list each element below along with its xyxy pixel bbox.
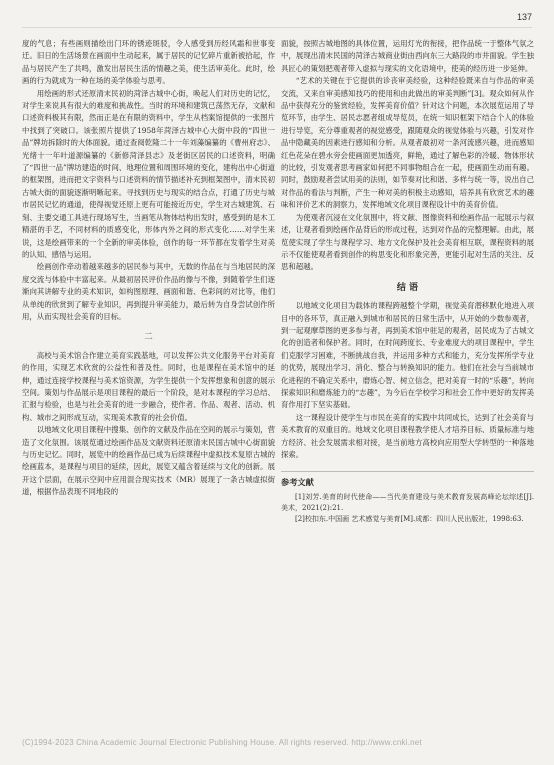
page-number: 137 (516, 12, 532, 22)
body-paragraph: 度的气息；有些画则描绘出门环的锈迹斑驳，令人感受到历经风霜和世事变迁。旧日的生活场景在画面中生动起来，属于居民的记忆碎片重新被拾起，作品与居民产生了共鸣，激发出居民生活的情趣之美，使生活审美化。此时，绘画的行为就成为一种在场的美学体验与思考。 (22, 39, 275, 86)
body-paragraph: 绘画创作牵动着越来越多的居民参与其中，无数的作品在与当地居民的深度交流与体验中丰富起来。从最初居民评价作品的像与不像，到随着学生们逐渐向其讲解专业的美术知识，如构图原理、画面和谐、色彩间的对比等，他们从单纯的欣赏到了解专业知识，再到提升审美能力，最后转为自身尝试创作所用，从而实现社会美育的目标。 (22, 262, 275, 321)
body-paragraph: 用绘画的形式还原清末民初的菏泽古城中心街，唤起人们对历史的记忆，对学生来说具有很大的难度和挑战性。当时的环境和建筑已荡然无存，文献和口述资料极其有限，然而正是在有限的资料中，学生从档案馆提供的一张图片中找到了突破口。该张照片提供了1958年菏泽古城中心大街中段的“四世一品”牌坊拆除时的大体面貌。通过查阅乾隆二十一年刘藻编纂的《曹州府志》、光绪十一年叶道源编纂的《新修菏泽县志》及老街区居民的口述资料，明确了“四世一品”牌坊建造的时间、地理位置和周围环境的变化，建构出中心街道的框架图，进而把文字资料与口述资料的情节描述补充到框架图中，清末民初古城大街的面貌逐渐明晰起来。寻找到历史与现实的结合点，打通了历史与城市居民记忆的通道，使得视觉还原上更有可能接近历史，学生对古城建筑、石刻、主要交通工具进行现场写生，当画笔从物体结构出发时，感受到的是木工精湛的手艺，不同材料的质感变化，形体内外之间的形式变化……对学生来说，这是绘画带来的一个全新的审美体验，创作的每一环节都在发着学生对美的认知、感悟与运用。 (22, 88, 275, 259)
references-title: 参考文献 (281, 477, 314, 488)
left-column (22, 38, 275, 499)
body-paragraph: 面貌，按照古城地图的具体位置，运用灯光的衔接，把作品统一于整体气氛之中，展现出清末民国的菏泽古城商业街由西向东三大路段的市井面貌。学生独具匠心的策划把观者带入虚拟与现实的文化语境中，使美的经历进一步延伸。 (281, 39, 534, 73)
right-column (281, 38, 534, 525)
section-heading: 二 (144, 332, 153, 343)
body-paragraph: 这一课程设计使学生与市民在美育的实践中共同成长，达到了社会美育与美术教育的双重目的。地域文化项目课程教学使人才培养目标、质量标准与地方经济、社会发展需求相对接，是当前地方高校向应用型大学转型的一种落地探索。 (281, 412, 534, 459)
reference-item: [1]刘芳.美育的时代使命——当代美育建设与美术教育发展高峰论坛综述[J].美术，2021(2):21. (281, 492, 534, 512)
reference-item: [2]校扣东.中国画 艺术感觉与美育[M].成都：四川人民出版社，1998:63. (295, 514, 524, 523)
header-rule (22, 27, 532, 28)
conclusion-heading: 结 语 (396, 282, 419, 293)
references-rule (281, 471, 534, 472)
body-paragraph: 为使观者沉浸在文化氛围中，将文献、图像资料和绘画作品一起展示与叙述，让观者看到绘画作品背后的形成过程，达到对作品的完整理解。由此，展览使实现了学生与课程学习、地方文化保护及社会美育相互联，课程资料的展示不仅能使观者看到创作的构思变化和形象完善，更能引起对生活的关注、反思和超越。 (281, 212, 534, 272)
body-paragraph: 高校与美术馆合作建立美育实践基地，可以发挥公共文化服务平台对美育的作用，实现艺术欣赏的公益性和普及性。同时，也是课程在美术馆中的延伸，通过连接学校课程与美术馆资源，为学生提供一个发挥想象和创意的展示空间。策划与作品展示是项目课程的最后一个阶段，是对本课程的学习总结、汇报与检验，也是与社会美育的进一步融合，使作者、作品、观者、活动、机构、城市之间形成互动，实现美术教育的社会价值。 (22, 350, 275, 422)
body-paragraph: 以地域文化项目为载体的课程跨越整个学期，视觉美育潜移默化地进入项目中的各环节，真正融入到城市和居民的日常生活中，从开始的少数参观者，到一起观摩草图的更多参与者，再到美术馆中驻足的观者，居民成为了古城文化的创造者和保护者。同时，在时间跨度长、专业难度大的项目课程中，学生们克服学习困难，不断挑战自我，并运用多种方式和能力，充分发挥所学专业的优势，展现出学习、消化、整合与转换知识的能力。他们在社会与当前城市化进程的不确定关系中，磨炼心智、树立信念，把对美育一时的“乐趣”，转向探索知识和磨炼能力的“志趣”，为今后在学校学习和社会工作中更好的发挥美育作用打下坚实基础。 (281, 301, 534, 410)
copyright-watermark: (C)1994-2023 China Academic Journal Electronic Publishing House. All rights reserved. http://www.cnki.net (22, 738, 422, 747)
body-paragraph: “艺术的关键在于它提供的诊丧审美经验，这种经验既来自与作品的审美交流，又来自审美感知技巧的使用和由此做出的审美判断”[3]。观众如何从作品中获得充分的鉴赏经验，发挥美育价值？针对这个问题，本次展览运用了导览环节，由学生、居民志愿者组成导览员，在统一知识框架下结合个人的体验进行导览，充分尊重观者的视觉感受，跟随观众的视觉体验与兴趣，引发对作品中隐藏美的因素进行感知和分析。从观者最初对一条河流感兴趣，进而感知红色花朵在碧水旁会使画面更加透亮，鲜艳，通过了解色彩的冷暖、物体形状的比较，引发观者思考画家如何把不同事物组合在一起，使画面生动而有趣。同时，鼓励观者尝试用美的法则，如节奏对比和谐、多样与统一等，说出自己对作品的看法与判断，产生一种对美的积极主动感知，培养具有欣赏艺术的趣味和评价艺术的洞察力，发挥地域文化项目课程设计中的美育价值。 (281, 76, 534, 210)
body-paragraph: 以地域文化项目课程中搜集、创作的文献及作品在空间的展示与策划，营造了文化氛围。该展览通过绘画作品及文献资料还原清末民国古城中心街面貌与历史记忆。同时，展览中的绘画作品已成为后续课程中虚拟技术复原古城的绘画蓝本，是课程与项目的延续，因此，展览又蕴含着延续与文化的创新。展开这个层面，在展示空间中应用混合现实技术（MR）展现了一条古城虚拟街道，根据作品表现不同地段的 (22, 425, 275, 497)
